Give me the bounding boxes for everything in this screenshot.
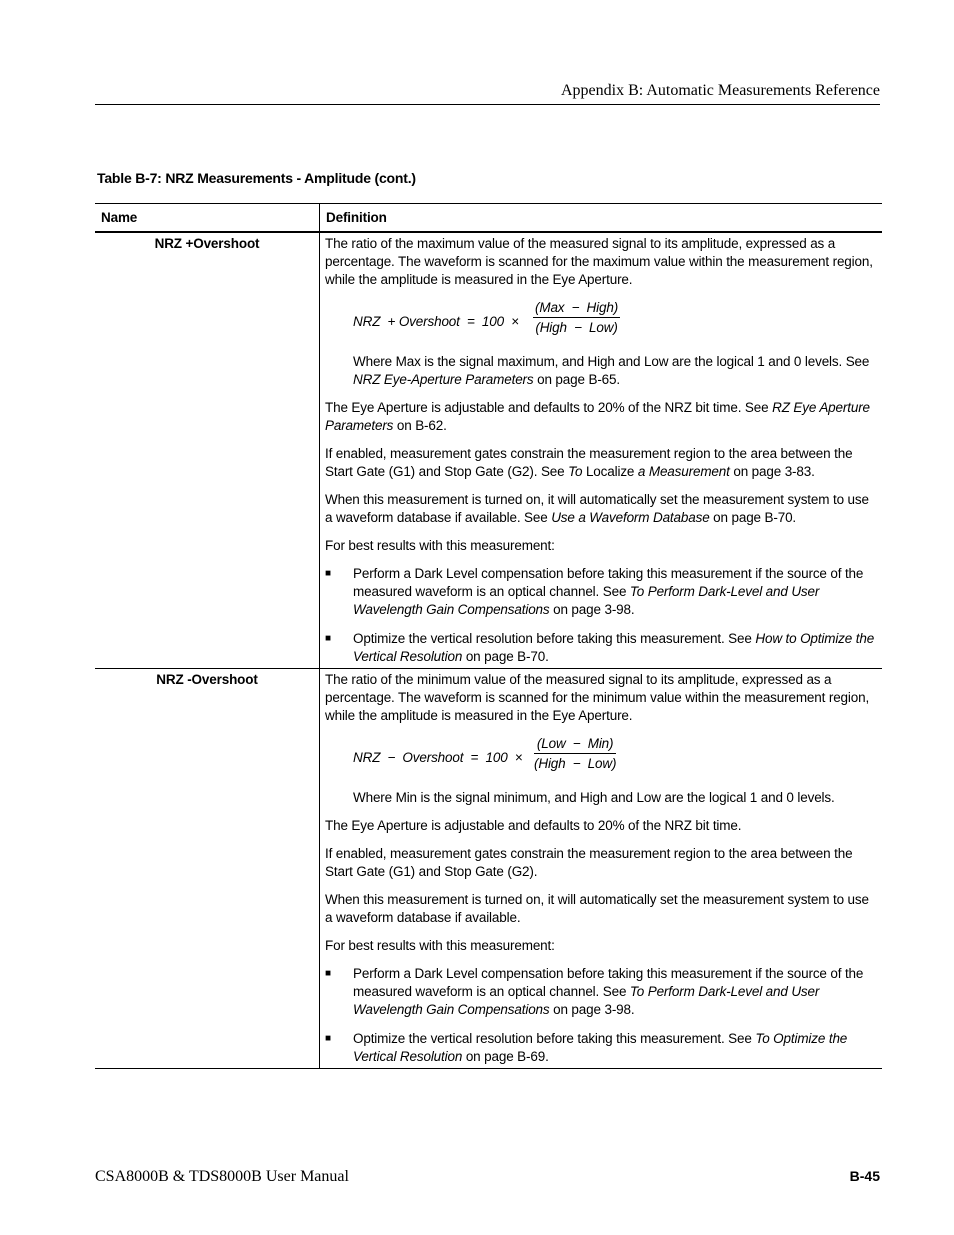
measurement-definition — [320, 669, 882, 1068]
cross-reference: To — [568, 464, 583, 479]
measurement-name: NRZ +Overshoot — [95, 233, 320, 668]
table-row — [95, 669, 882, 1069]
eye-aperture-paragraph: The Eye Aperture is adjustable and defaults to 20% of the NRZ bit time. — [325, 818, 742, 833]
cross-reference: NRZ Eye-Aperture Parameters — [353, 372, 534, 387]
cross-reference: To Perform Dark-Level and User Wavelength Gain Compensations — [353, 984, 820, 1017]
table-row — [95, 233, 882, 669]
database-paragraph: When this measurement is turned on, it will automatically set the measurement system to use a waveform database if available. See Use a Waveform Database on page B-70. — [325, 492, 869, 525]
list-item: ■ Optimize the vertical resolution before taking this measurement. See How to Optimize the Vertical Resolution on page B-70. — [325, 631, 875, 664]
formula-numerator: (Low − Min) — [534, 735, 616, 754]
square-bullet-icon: ■ — [325, 1033, 331, 1044]
measurements-table — [95, 203, 882, 1069]
cross-reference: How to Optimize the Vertical Resolution — [353, 631, 875, 664]
formula-lhs: NRZ − Overshoot = 100 × — [353, 750, 523, 765]
database-paragraph: When this measurement is turned on, it will automatically set the measurement system to use a waveform database if available. — [325, 892, 869, 925]
where-paragraph: Where Max is the signal maximum, and High and Low are the logical 1 and 0 levels. See NRZ Eye-Aperture Parameters on page B-65. — [353, 354, 870, 387]
footer-page-number: B-45 — [849, 1168, 880, 1184]
cross-reference: RZ Eye Aperture Parameters — [325, 400, 870, 433]
column-header-definition: Definition — [326, 210, 387, 225]
square-bullet-icon: ■ — [325, 633, 331, 644]
gates-paragraph: If enabled, measurement gates constrain the measurement region to the area between the Start Gate (G1) and Stop Gate (G2). — [325, 846, 853, 879]
footer-manual-title: CSA8000B & TDS8000B User Manual — [95, 1168, 349, 1185]
cross-reference: Use a Waveform Database — [551, 510, 710, 525]
column-header-name: Name — [95, 204, 320, 231]
list-item: ■ Optimize the vertical resolution before taking this measurement. See To Optimize the Vertical Resolution on page B-69. — [325, 1031, 848, 1064]
measurement-name: NRZ -Overshoot — [95, 669, 320, 1068]
cross-reference: To Optimize the Vertical Resolution — [353, 1031, 848, 1064]
eye-aperture-paragraph: The Eye Aperture is adjustable and defaults to 20% of the NRZ bit time. See RZ Eye Aperture Parameters on B-62. — [325, 400, 870, 433]
running-header — [95, 82, 880, 105]
formula-fraction — [534, 735, 616, 774]
table-caption: Table B-7: NRZ Measurements - Amplitude (cont.) — [97, 170, 416, 186]
table-header-row — [95, 203, 882, 233]
list-item: ■ Perform a Dark Level compensation before taking this measurement if the source of the measured waveform is an optical channel. See To Perform Dark-Level and User Wavelength Gain Compensations on page 3-98. — [325, 566, 864, 617]
best-results-paragraph: For best results with this measurement: — [325, 538, 555, 553]
formula-fraction — [533, 299, 620, 338]
cross-reference: a Measurement — [637, 464, 730, 479]
where-paragraph: Where Min is the signal minimum, and High and Low are the logical 1 and 0 levels. — [353, 790, 835, 805]
measurement-definition — [320, 233, 882, 668]
gates-paragraph: If enabled, measurement gates constrain the measurement region to the area between the Start Gate (G1) and Stop Gate (G2). See To Localize a Measurement on page 3-83. — [325, 446, 853, 479]
list-item: ■ Perform a Dark Level compensation before taking this measurement if the source of the measured waveform is an optical channel. See To Perform Dark-Level and User Wavelength Gain Compensations on page 3-98. — [325, 966, 864, 1017]
definition-paragraph: The ratio of the maximum value of the measured signal to its amplitude, expressed as a percentage. The waveform is scanned for the maximum value within the measurement region, while the amplitude is measured in the Eye Aperture. — [325, 236, 873, 287]
cross-reference: To Perform Dark-Level and User Wavelength Gain Compensations — [353, 584, 820, 617]
overshoot-formula — [353, 735, 876, 783]
square-bullet-icon: ■ — [325, 568, 331, 579]
square-bullet-icon: ■ — [325, 968, 331, 979]
formula-denominator: (High − Low) — [534, 756, 617, 771]
running-header-title: Appendix B: Automatic Measurements Reference — [560, 82, 880, 99]
best-results-paragraph: For best results with this measurement: — [325, 938, 555, 953]
formula-denominator: (High − Low) — [535, 320, 618, 335]
formula-numerator: (Max − High) — [533, 299, 620, 318]
overshoot-formula — [353, 299, 876, 347]
formula-lhs: NRZ + Overshoot = 100 × — [353, 314, 519, 329]
definition-paragraph: The ratio of the minimum value of the measured signal to its amplitude, expressed as a percentage. The waveform is scanned for the minimum value within the measurement region, while the amplitude is measured in the Eye Aperture. — [325, 672, 870, 723]
